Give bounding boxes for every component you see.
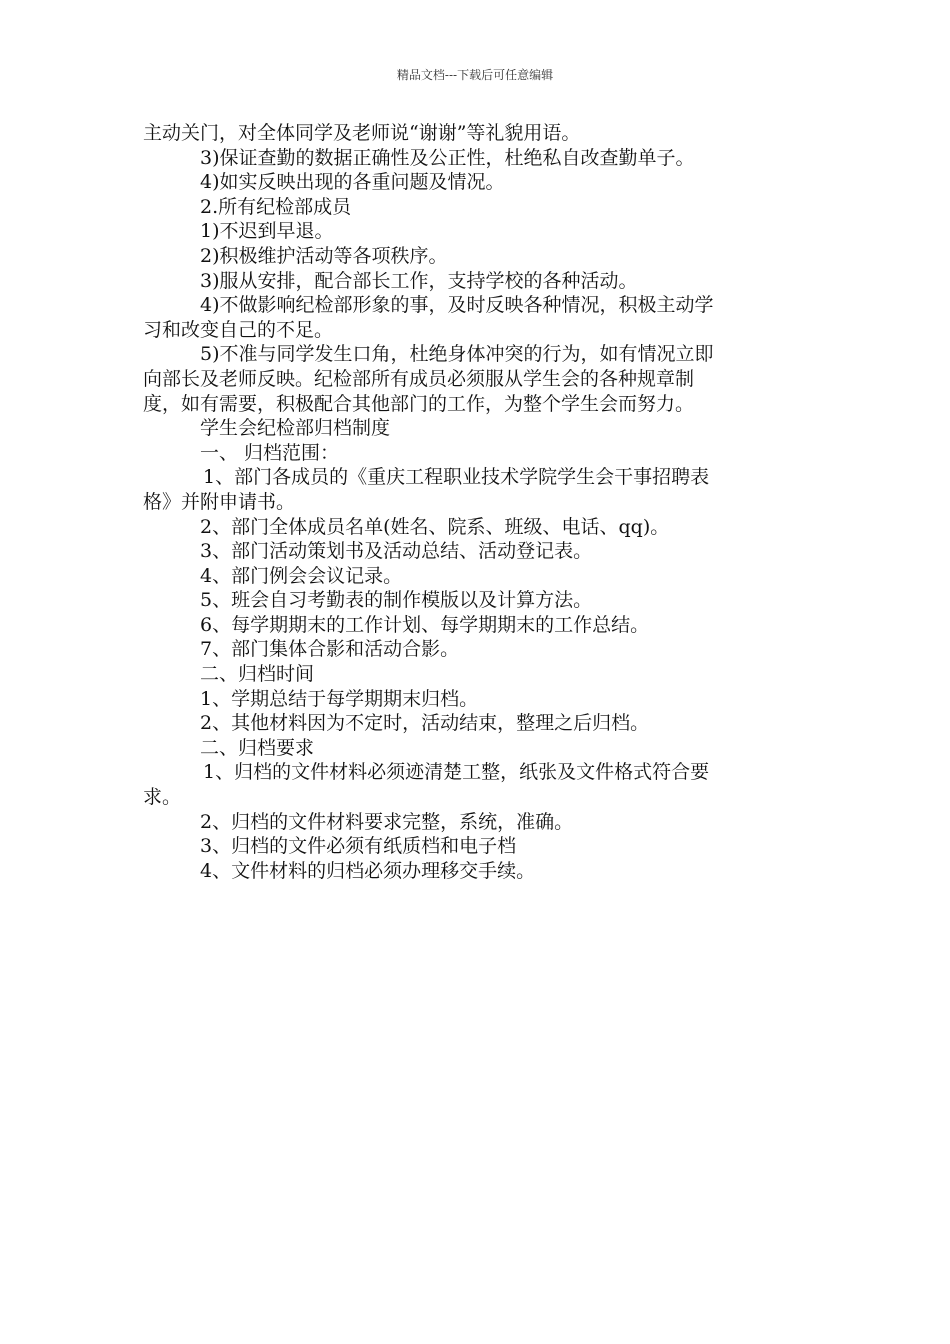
- text-line: 习和改变自己的不足。: [143, 318, 334, 341]
- text-line: 4、部门例会会议记录。: [200, 564, 403, 587]
- text-line: 二、归档时间: [200, 663, 315, 686]
- text-line: 格》并附申请书。: [143, 490, 296, 513]
- text-line: 求。: [143, 786, 182, 809]
- text-line: 1、归档的文件材料必须迹清楚工整，纸张及文件格式符合要: [203, 761, 710, 784]
- text-line: 1)不迟到早退。: [200, 220, 334, 243]
- text-line: 3)服从安排，配合部长工作，支持学校的各种活动。: [200, 269, 638, 292]
- text-line: 1、部门各成员的《重庆工程职业技术学院学生会干事招聘表: [203, 466, 710, 489]
- text-line: 7、部门集体合影和活动合影。: [200, 638, 460, 661]
- text-line: 2)积极维护活动等各项秩序。: [200, 244, 448, 267]
- text-line: 3、归档的文件必须有纸质档和电子档: [200, 835, 517, 858]
- text-line: 2、部门全体成员名单(姓名、院系、班级、电话、qq)。: [200, 515, 670, 538]
- text-line: 2、归档的文件材料要求完整，系统，准确。: [200, 810, 574, 833]
- text-line: 6、每学期期末的工作计划、每学期期末的工作总结。: [200, 613, 650, 636]
- text-line: 学生会纪检部归档制度: [200, 417, 391, 440]
- text-line: 二、归档要求: [200, 736, 315, 759]
- text-line: 5、班会自习考勤表的制作模版以及计算方法。: [200, 589, 593, 612]
- text-line: 4、文件材料的归档必须办理移交手续。: [200, 859, 536, 882]
- text-line: 2、其他材料因为不定时，活动结束，整理之后归档。: [200, 712, 650, 735]
- text-line: 5)不准与同学发生口角，杜绝身体冲突的行为，如有情况立即: [200, 343, 714, 366]
- text-line: 主动关门，对全体同学及老师说“谢谢”等礼貌用语。: [143, 122, 581, 144]
- text-line: 度，如有需要，积极配合其他部门的工作，为整个学生会而努力。: [143, 392, 695, 415]
- text-line: 一、 归档范围：: [200, 441, 340, 464]
- text-line: 4)不做影响纪检部形象的事，及时反映各种情况，积极主动学: [200, 294, 714, 317]
- document-body: [143, 121, 807, 883]
- text-line: 2.所有纪检部成员: [200, 195, 352, 218]
- text-line: 3)保证查勤的数据正确性及公正性，杜绝私自改查勤单子。: [200, 146, 695, 169]
- text-line: 1、学期总结于每学期期末归档。: [200, 687, 479, 710]
- text-line: 向部长及老师反映。纪检部所有成员必须服从学生会的各种规章制: [143, 367, 695, 390]
- text-line: 3、部门活动策划书及活动总结、活动登记表。: [200, 540, 593, 563]
- text-line: 4)如实反映出现的各重问题及情况。: [200, 171, 505, 194]
- page-header: 精品文档---下载后可任意编辑: [396, 68, 554, 82]
